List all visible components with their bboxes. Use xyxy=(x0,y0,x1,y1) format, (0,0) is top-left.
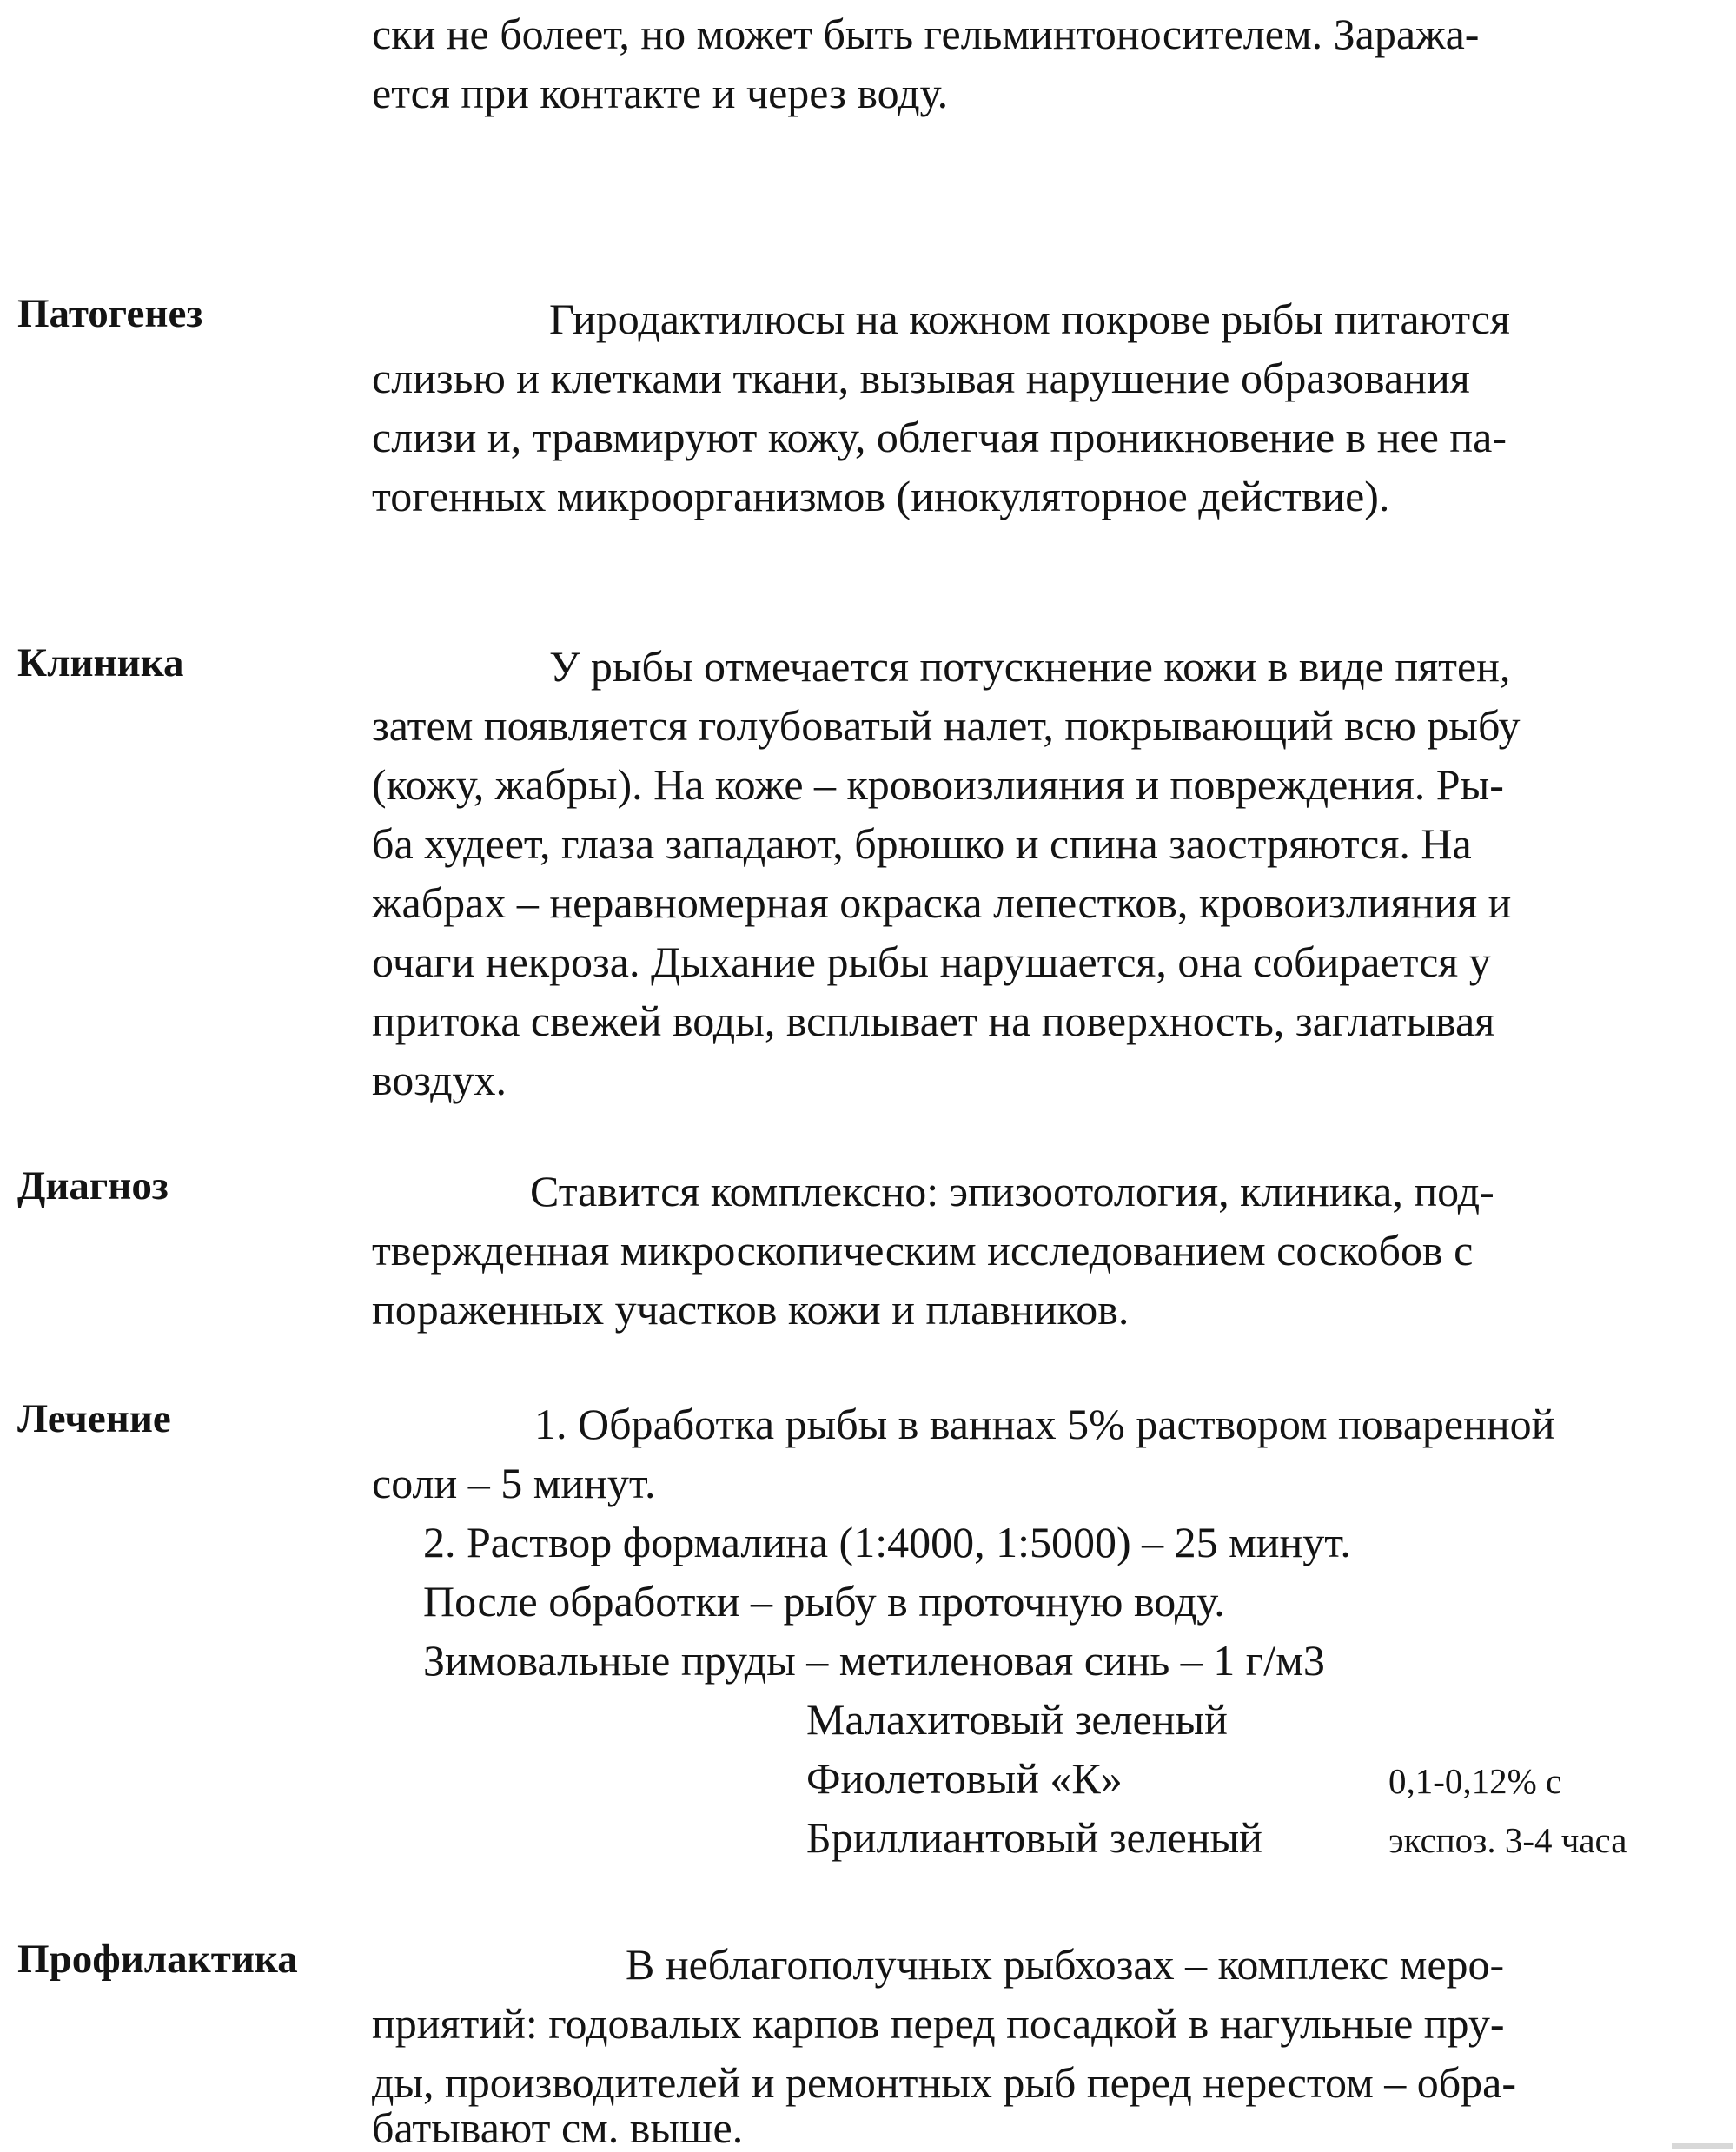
section-heading-pathogenesis: Патогенез xyxy=(17,291,203,336)
treatment-line: 1. Обработка рыбы в ваннах 5% раствором поваренной xyxy=(534,1400,1555,1448)
clinic-line: жабрах – неравномерная окраска лепестков, кровоизлияния и xyxy=(372,878,1512,927)
prevention-line: батывают см. выше. xyxy=(372,2103,744,2152)
clinic-line: воздух. xyxy=(372,1056,507,1104)
clinic-line: очаги некроза. Дыхание рыбы нарушается, она собирается у xyxy=(372,937,1491,986)
section-heading-diagnosis: Диагноз xyxy=(17,1163,169,1208)
clinic-line: притока свежей воды, всплывает на поверхность, заглатывая xyxy=(372,997,1495,1045)
pathogenesis-line: слизи и, травмируют кожу, облегчая проникновение в нее па- xyxy=(372,413,1507,461)
prevention-line: приятий: годовалых карпов перед посадкой в нагульные пру- xyxy=(372,1999,1505,2048)
intro-line: ется при контакте и через воду. xyxy=(372,69,949,117)
clinic-line: (кожу, жабры). На коже – кровоизлияния и повреждения. Ры- xyxy=(372,760,1504,809)
prevention-line: В неблагополучных рыбхозах – комплекс меро- xyxy=(626,1940,1505,1989)
clinic-line: У рыбы отмечается потускнение кожи в виде пятен, xyxy=(549,642,1511,691)
section-heading-clinic: Клиника xyxy=(17,640,184,685)
scan-artifact xyxy=(1672,2143,1733,2149)
diagnosis-line: твержденная микроскопическим исследованием соскобов с xyxy=(372,1226,1474,1275)
treatment-line: Зимовальные пруды – метиленовая синь – 1 г/м3 xyxy=(423,1636,1325,1685)
pathogenesis-line: слизью и клетками ткани, вызывая нарушение образования xyxy=(372,354,1470,402)
dose-note: экспоз. 3-4 часа xyxy=(1388,1820,1627,1860)
diagnosis-line: пораженных участков кожи и плавников. xyxy=(372,1285,1130,1334)
treatment-line: соли – 5 минут. xyxy=(372,1459,656,1507)
section-heading-treatment: Лечение xyxy=(17,1396,171,1441)
clinic-line: ба худеет, глаза западают, брюшко и спина заостряются. На xyxy=(372,819,1472,868)
pathogenesis-line: Гиродактилюсы на кожном покрове рыбы питаются xyxy=(549,295,1510,343)
clinic-line: затем появляется голубоватый налет, покрывающий всю рыбу xyxy=(372,701,1521,750)
diagnosis-line: Ставится комплексно: эпизоотология, клиника, под- xyxy=(530,1167,1494,1215)
dose-note: 0,1-0,12% с xyxy=(1388,1761,1562,1801)
prevention-line: ды, производителей и ремонтных рыб перед нерестом – обра- xyxy=(372,2058,1517,2107)
pathogenesis-line: тогенных микроорганизмов (инокуляторное действие). xyxy=(372,472,1390,520)
section-heading-prevention: Профилактика xyxy=(17,1937,298,1982)
intro-line: ски не болеет, но может быть гельминтоносителем. Заража- xyxy=(372,10,1480,58)
dye-item: Бриллиантовый зеленый xyxy=(806,1813,1262,1862)
dye-item: Фиолетовый «К» xyxy=(806,1754,1123,1803)
treatment-line: 2. Раствор формалина (1:4000, 1:5000) – 25 минут. xyxy=(423,1518,1351,1566)
treatment-line: После обработки – рыбу в проточную воду. xyxy=(423,1577,1225,1626)
dye-item: Малахитовый зеленый xyxy=(806,1695,1228,1744)
